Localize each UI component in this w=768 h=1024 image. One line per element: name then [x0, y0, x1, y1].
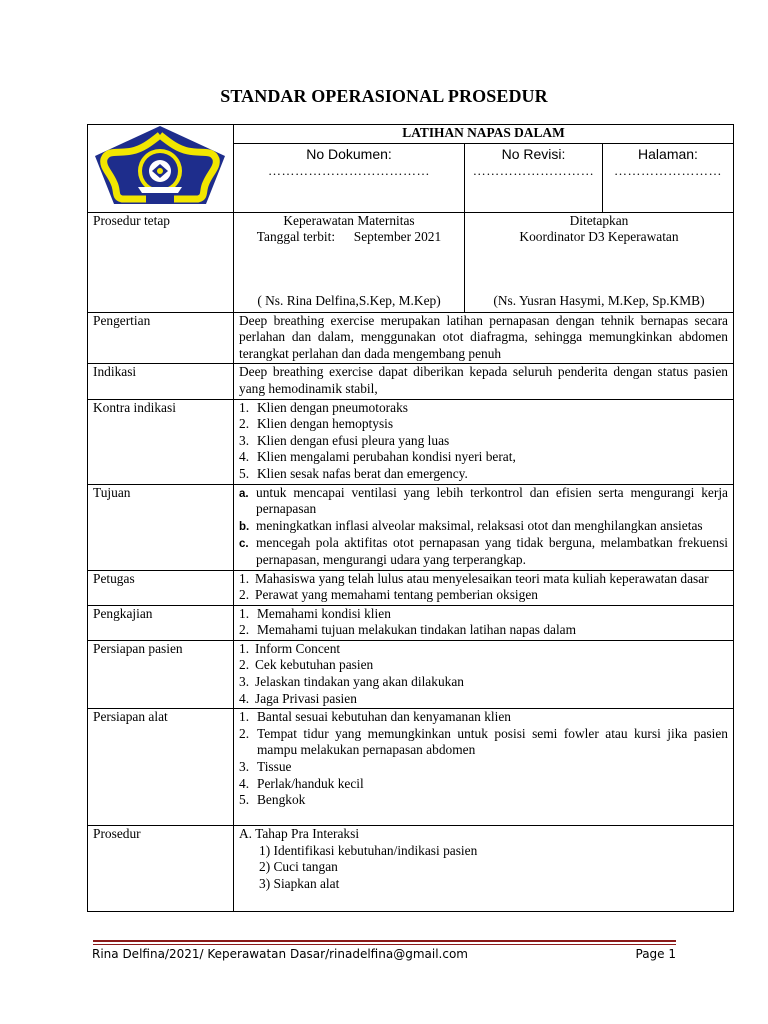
list-item: b. meningkatkan inflasi alveolar maksimal, relaksasi otot dan menghilangkan ansietas — [239, 517, 703, 533]
list-item: 1. Memahami kondisi klien — [239, 605, 391, 621]
approver-role: Koordinator D3 Keperawatan — [519, 229, 679, 245]
halaman-label: Halaman: — [638, 146, 698, 163]
list-item: 1. Bantal sesuai kebutuhan dan kenyamanan klien — [239, 709, 511, 725]
list-item: 5. Klien sesak nafas berat dan emergency. — [239, 465, 468, 481]
list-item: 2) Cuci tangan — [259, 859, 338, 875]
list-item: 3. Klien dengan efusi pleura yang luas — [239, 432, 450, 448]
petugas-list — [234, 570, 734, 605]
approval-title: Ditetapkan — [569, 212, 629, 228]
list-item: 1. Klien dengan pneumotoraks — [239, 399, 408, 415]
tujuan-list — [234, 484, 734, 570]
petugas-label: Petugas — [88, 570, 234, 605]
no-revisi-label: No Revisi: — [501, 146, 566, 163]
department-name: Keperawatan Maternitas — [283, 212, 415, 228]
list-item: a. untuk mencapai ventilasi yang lebih terkontrol dan efisien serta mengurangi kerja pernapasan — [239, 484, 728, 517]
halaman-value: …………………… — [614, 162, 722, 178]
procedure-name: LATIHAN NAPAS DALAM — [234, 125, 734, 144]
pengertian-text: Deep breathing exercise merupakan latihan pernapasan dengan tehnik bernapas secara perlahan dan dalam, menggunakan otot diafragma, sehingga memungkinkan abdomen terangkat perlahan dan dada mengembang penuh — [234, 312, 734, 364]
issue-date-label: Tanggal terbit: — [256, 229, 336, 245]
institution-logo — [88, 125, 232, 207]
sop-table — [87, 124, 734, 912]
prosedur-steps — [234, 826, 734, 912]
prosedur-tetap-right — [465, 212, 734, 312]
list-item: 3. Tissue — [239, 759, 292, 775]
kontra-indikasi-list — [234, 399, 734, 484]
tujuan-label: Tujuan — [88, 484, 234, 570]
document-title: STANDAR OPERASIONAL PROSEDUR — [220, 86, 548, 106]
halaman-cell — [603, 144, 734, 212]
no-dokumen-value: ……………………………… — [268, 162, 430, 178]
footer-rule — [93, 940, 676, 945]
list-item: 1. Mahasiswa yang telah lulus atau menyelesaikan teori mata kuliah keperawatan dasar — [239, 570, 709, 586]
list-item: 5. Bengkok — [239, 792, 306, 808]
issue-date — [239, 229, 459, 246]
list-item: 2. Klien dengan hemoptysis — [239, 416, 394, 432]
list-item: 2. Memahami tujuan melakukan tindakan latihan napas dalam — [239, 622, 577, 638]
list-item: 4. Jaga Privasi pasien — [239, 690, 357, 706]
right-signatory: (Ns. Yusran Hasymi, M.Kep, Sp.KMB) — [493, 293, 705, 308]
list-item: c. mencegah pola aktifitas otot pernapasan yang tidak berguna, melambatkan frekuensi pernapasan, mengurangi udara yang terperangkap. — [239, 535, 728, 567]
list-item: 2. Tempat tidur yang memungkinkan untuk posisi semi fowler atau kursi jika pasien mampu melakukan pernapasan abdomen — [239, 725, 728, 758]
page-footer — [92, 947, 676, 961]
no-dokumen-label: No Dokumen: — [306, 146, 392, 163]
left-signatory: ( Ns. Rina Delfina,S.Kep, M.Kep) — [257, 293, 441, 308]
pengertian-label: Pengertian — [88, 312, 234, 364]
list-item: 4. Perlak/handuk kecil — [239, 775, 364, 791]
list-item: 1. Inform Concent — [239, 640, 341, 656]
institution-logo-cell — [88, 125, 234, 213]
prosedur-tetap-label: Prosedur tetap — [88, 212, 234, 312]
prosedur-tetap-left — [234, 212, 465, 312]
persiapan-pasien-label: Persiapan pasien — [88, 640, 234, 708]
list-item: 3) Siapkan alat — [259, 876, 340, 892]
list-item: 2. Cek kebutuhan pasien — [239, 657, 374, 673]
kontra-indikasi-label: Kontra indikasi — [88, 399, 234, 484]
no-revisi-value: ……………………… — [472, 162, 595, 178]
list-item: 1) Identifikasi kebutuhan/indikasi pasien — [259, 842, 478, 858]
pengkajian-list — [234, 605, 734, 640]
footer-author: Rina Delfina/2021/ Keperawatan Dasar/rinadelfina@gmail.com — [92, 947, 468, 961]
list-item: 2. Perawat yang memahami tentang pemberian oksigen — [239, 587, 538, 603]
prosedur-label: Prosedur — [88, 826, 234, 912]
indikasi-label: Indikasi — [88, 364, 234, 399]
prosedur-stage: A. Tahap Pra Interaksi — [239, 826, 360, 842]
persiapan-pasien-list — [234, 640, 734, 708]
no-dokumen-cell — [234, 144, 465, 212]
persiapan-alat-label: Persiapan alat — [88, 709, 234, 826]
issue-date-value: September 2021 — [353, 229, 442, 245]
list-item: 4. Klien mengalami perubahan kondisi nyeri berat, — [239, 449, 516, 465]
persiapan-alat-list — [234, 709, 734, 826]
indikasi-text: Deep breathing exercise dapat diberikan kepada seluruh penderita dengan status pasien yang hemodinamik stabil, — [234, 364, 734, 399]
pengkajian-label: Pengkajian — [88, 605, 234, 640]
page-number: Page 1 — [635, 947, 676, 961]
list-item: 3. Jelaskan tindakan yang akan dilakukan — [239, 674, 464, 690]
no-revisi-cell — [465, 144, 603, 212]
